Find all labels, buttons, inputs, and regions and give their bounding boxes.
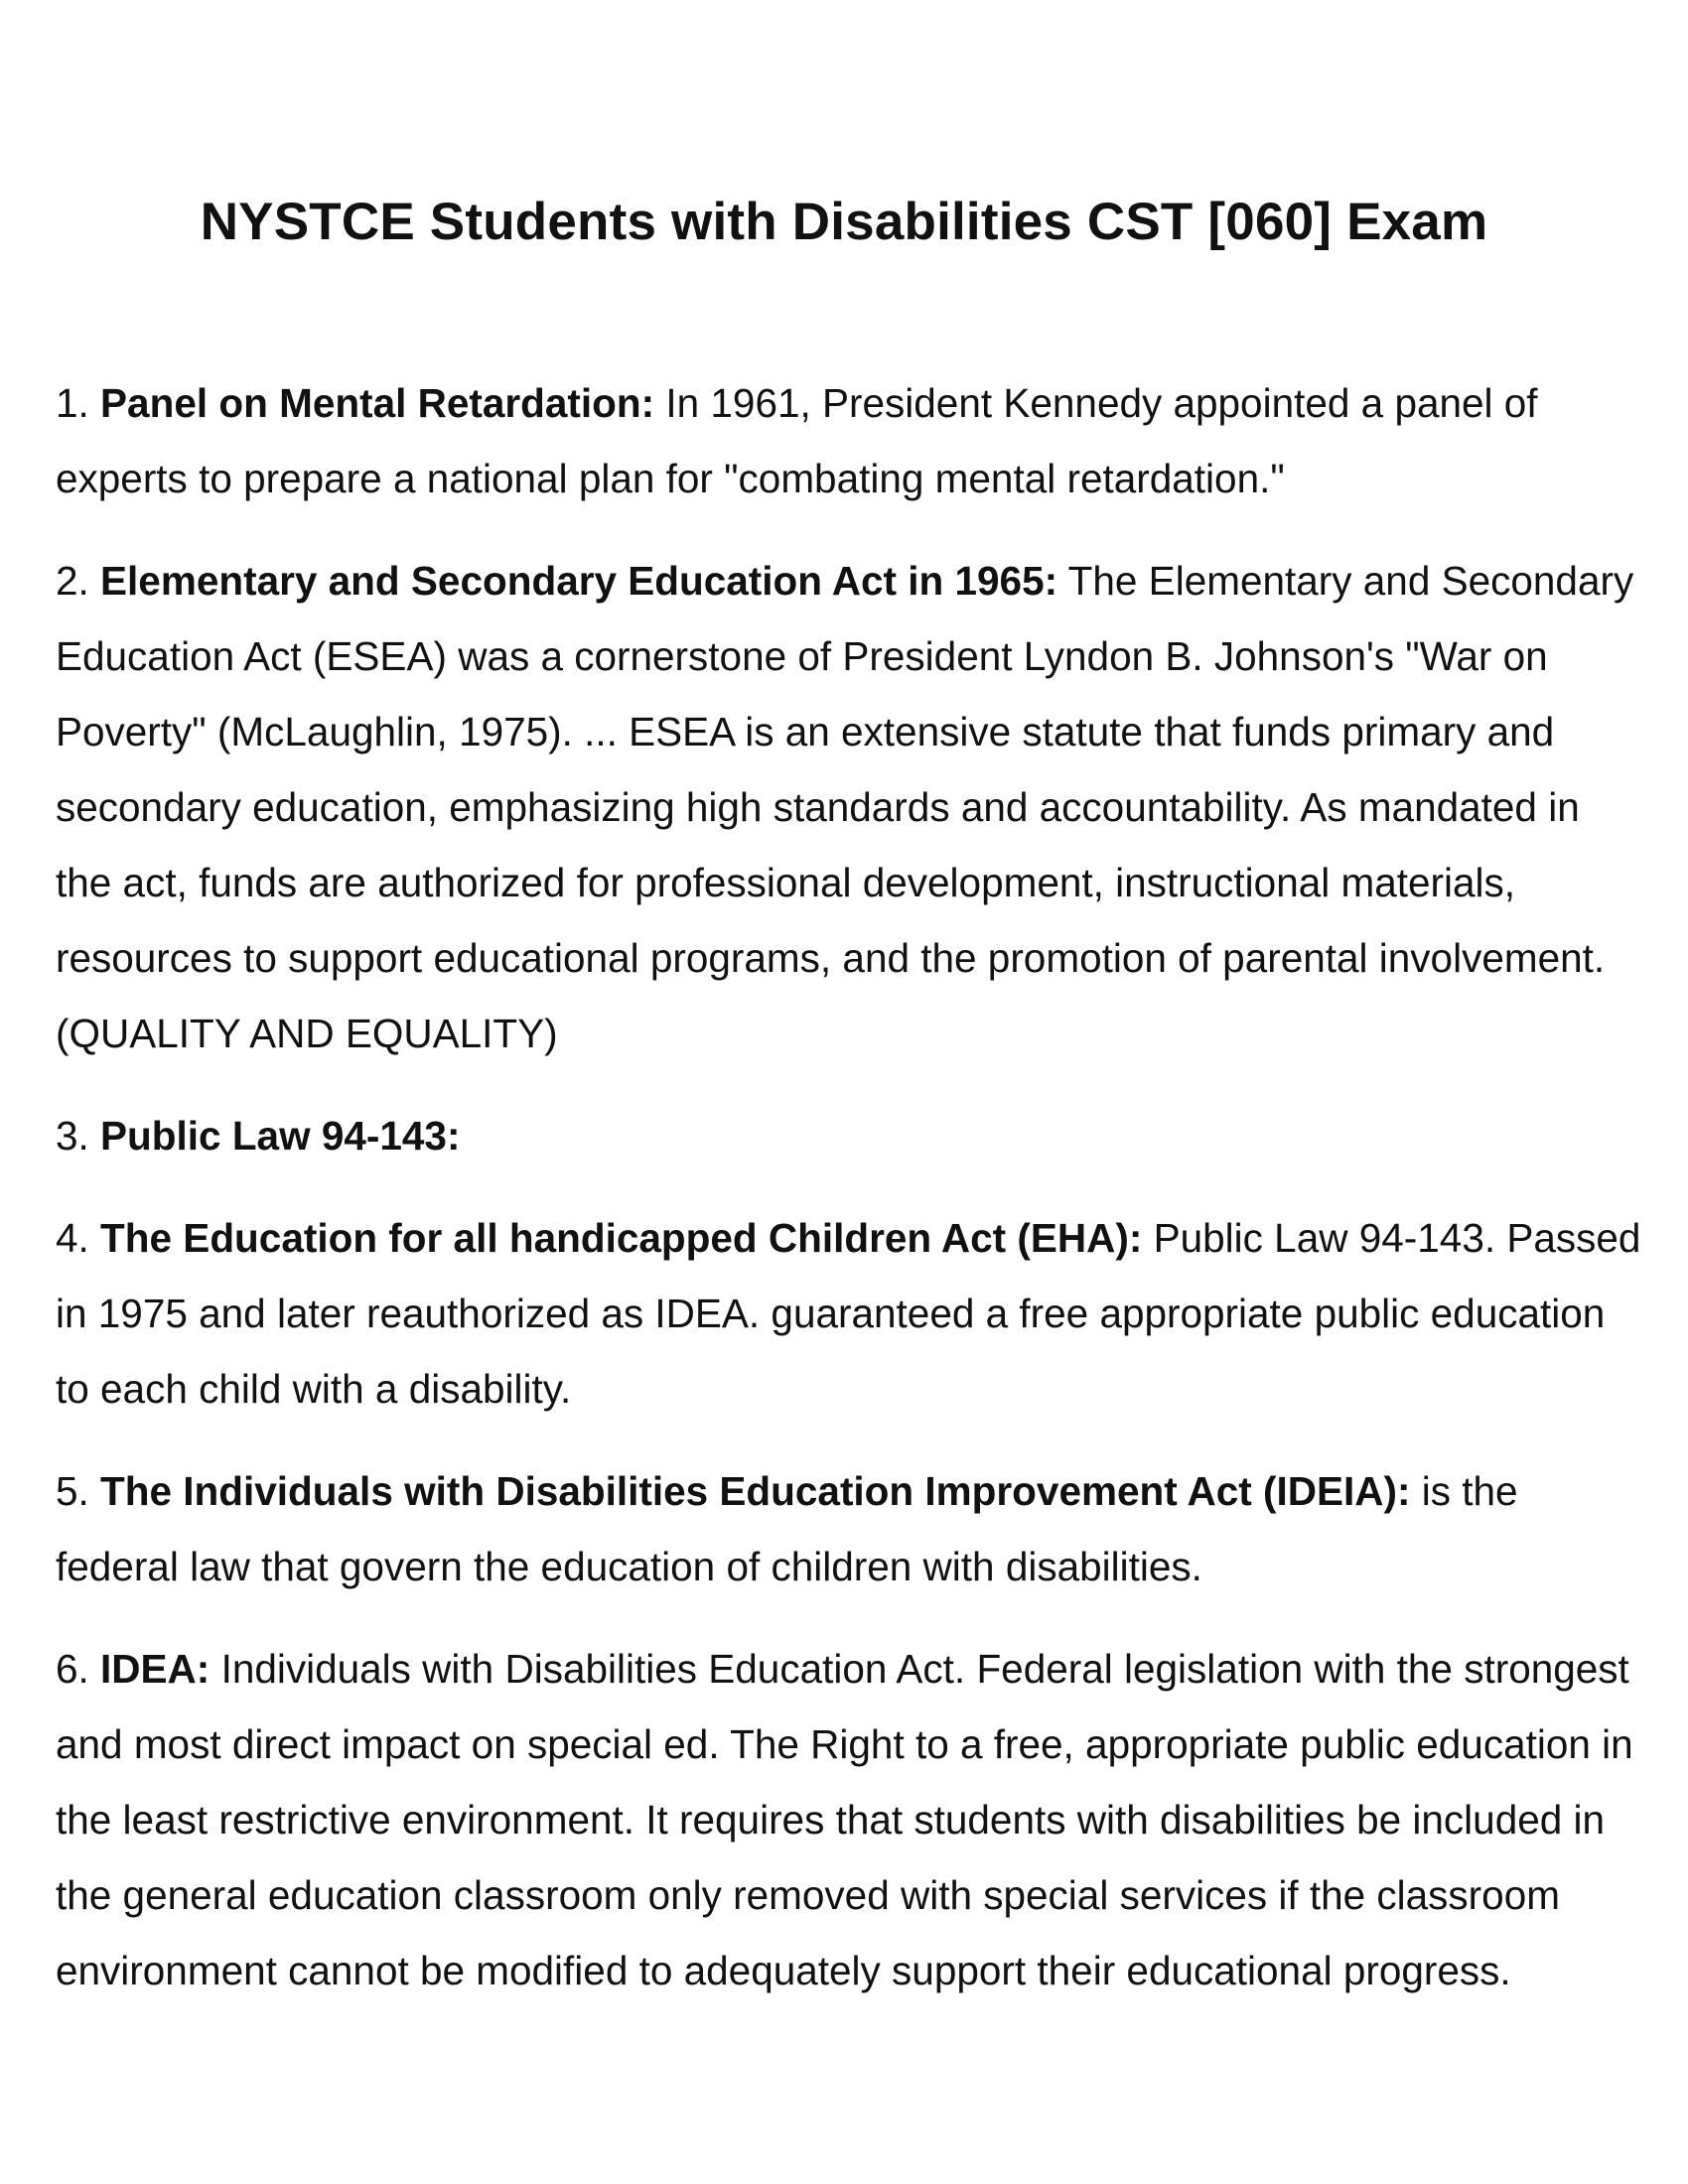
item-definition: In 1961, President Kennedy appointed a panel of experts to prepare a national plan for "combating mental retardation." (56, 380, 1538, 501)
item-term: Public Law 94-143: (100, 1113, 461, 1159)
item-term: The Education for all handicapped Children Act (EHA): (100, 1215, 1143, 1261)
item-term: The Individuals with Disabilities Education Improvement Act (IDEIA): (100, 1468, 1411, 1514)
term-list (56, 365, 1644, 2035)
item-number: 6. (56, 1646, 89, 1692)
item-definition: The Elementary and Secondary Education Act (ESEA) was a cornerstone of President Lyndon B. Johnson's "War on Poverty" (McLaughlin, 1975). ... ESEA is an extensive statute that funds primary and secondary education, emphasizing high standards and accountability. As mandated in the act, funds are authorized for professional development, instructional materials, resources to support educational programs, and the promotion of parental involvement. (QUALITY AND EQUALITY) (56, 558, 1634, 1056)
page-title: NYSTCE Students with Disabilities CST [060] Exam (200, 193, 1488, 251)
item-term: Panel on Mental Retardation: (100, 380, 655, 426)
list-item (56, 1200, 1644, 1427)
item-definition: Public Law 94-143. Passed in 1975 and later reauthorized as IDEA. guaranteed a free appropriate public education to each child with a disability. (56, 1215, 1641, 1412)
item-term: IDEA: (100, 1646, 211, 1692)
item-number: 3. (56, 1113, 89, 1159)
list-item (56, 543, 1644, 1071)
item-number: 1. (56, 380, 89, 426)
item-number: 4. (56, 1215, 89, 1261)
list-item (56, 365, 1644, 516)
item-definition: Individuals with Disabilities Education Act. Federal legislation with the strongest and most direct impact on special ed. The Right to a free, appropriate public education in the least restrictive environment. It requires that students with disabilities be included in the general education classroom only removed with special services if the classroom environment cannot be modified to adequately support their educational progress. (56, 1646, 1633, 1993)
list-item (56, 1631, 1644, 2008)
list-item (56, 1098, 1644, 1173)
list-item (56, 1453, 1644, 1604)
item-term: Elementary and Secondary Education Act in 1965: (100, 558, 1058, 604)
item-definition: is the federal law that govern the education of children with disabilities. (56, 1468, 1518, 1589)
item-number: 2. (56, 558, 89, 604)
item-number: 5. (56, 1468, 89, 1514)
